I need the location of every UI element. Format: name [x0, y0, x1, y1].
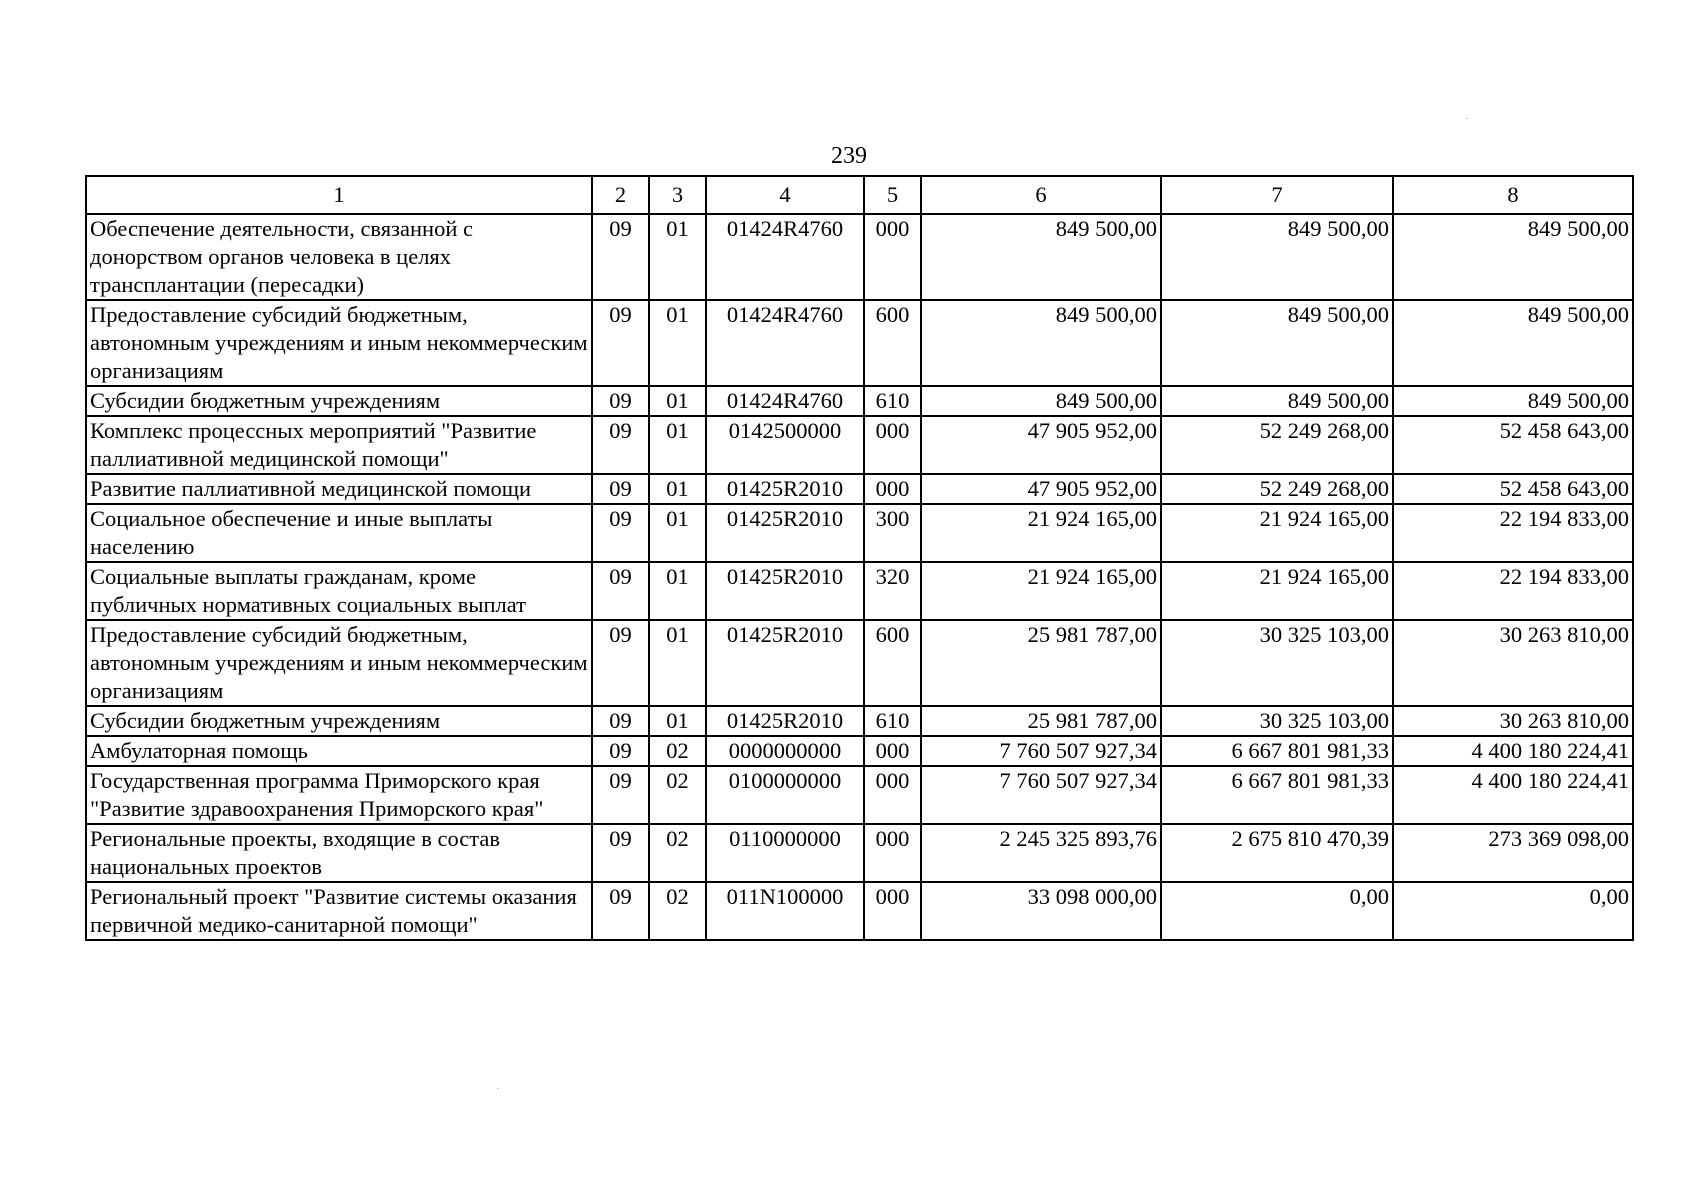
- amount-col-6: 47 905 952,00: [921, 416, 1161, 474]
- col-header-1: 1: [86, 176, 592, 214]
- amount-col-6: 21 924 165,00: [921, 562, 1161, 620]
- section-code: 09: [592, 736, 649, 766]
- expense-type-code: 600: [864, 300, 921, 386]
- amount-col-7: 0,00: [1161, 882, 1393, 940]
- amount-col-8: 52 458 643,00: [1393, 416, 1633, 474]
- section-code: 09: [592, 214, 649, 300]
- row-name: Региональные проекты, входящие в состав национальных проектов: [86, 824, 592, 882]
- subsection-code: 02: [649, 736, 706, 766]
- subsection-code: 01: [649, 620, 706, 706]
- row-name: Социальные выплаты гражданам, кроме публичных нормативных социальных выплат: [86, 562, 592, 620]
- amount-col-7: 30 325 103,00: [1161, 620, 1393, 706]
- expense-type-code: 610: [864, 386, 921, 416]
- target-article-code: 0110000000: [706, 824, 864, 882]
- header-row: [86, 176, 1633, 214]
- amount-col-7: 52 249 268,00: [1161, 474, 1393, 504]
- subsection-code: 01: [649, 214, 706, 300]
- table-row: [86, 882, 1633, 940]
- row-name: Социальное обеспечение и иные выплаты населению: [86, 504, 592, 562]
- target-article-code: 01425R2010: [706, 620, 864, 706]
- amount-col-7: 849 500,00: [1161, 386, 1393, 416]
- scan-speck: [1466, 118, 1468, 119]
- amount-col-7: 21 924 165,00: [1161, 504, 1393, 562]
- amount-col-6: 47 905 952,00: [921, 474, 1161, 504]
- subsection-code: 01: [649, 562, 706, 620]
- row-name: Государственная программа Приморского края "Развитие здравоохранения Приморского края": [86, 766, 592, 824]
- amount-col-8: 22 194 833,00: [1393, 562, 1633, 620]
- section-code: 09: [592, 766, 649, 824]
- col-header-3: 3: [649, 176, 706, 214]
- target-article-code: 01425R2010: [706, 504, 864, 562]
- scan-speck: [497, 1088, 499, 1089]
- expense-type-code: 000: [864, 474, 921, 504]
- amount-col-6: 21 924 165,00: [921, 504, 1161, 562]
- expense-type-code: 600: [864, 620, 921, 706]
- target-article-code: 01424R4760: [706, 386, 864, 416]
- amount-col-8: 849 500,00: [1393, 386, 1633, 416]
- amount-col-8: 52 458 643,00: [1393, 474, 1633, 504]
- table-row: [86, 706, 1633, 736]
- table-row: [86, 386, 1633, 416]
- expense-type-code: 000: [864, 416, 921, 474]
- amount-col-6: 849 500,00: [921, 386, 1161, 416]
- subsection-code: 02: [649, 824, 706, 882]
- budget-table: [85, 175, 1634, 941]
- section-code: 09: [592, 562, 649, 620]
- row-name: Предоставление субсидий бюджетным, автономным учреждениям и иным некоммерческим организациям: [86, 620, 592, 706]
- amount-col-8: 273 369 098,00: [1393, 824, 1633, 882]
- amount-col-8: 849 500,00: [1393, 214, 1633, 300]
- col-header-7: 7: [1161, 176, 1393, 214]
- amount-col-8: 0,00: [1393, 882, 1633, 940]
- table-row: [86, 300, 1633, 386]
- amount-col-6: 849 500,00: [921, 300, 1161, 386]
- expense-type-code: 000: [864, 882, 921, 940]
- amount-col-8: 22 194 833,00: [1393, 504, 1633, 562]
- target-article-code: 0142500000: [706, 416, 864, 474]
- expense-type-code: 000: [864, 214, 921, 300]
- row-name: Субсидии бюджетным учреждениям: [86, 386, 592, 416]
- col-header-8: 8: [1393, 176, 1633, 214]
- target-article-code: 0100000000: [706, 766, 864, 824]
- target-article-code: 01424R4760: [706, 214, 864, 300]
- amount-col-6: 7 760 507 927,34: [921, 736, 1161, 766]
- section-code: 09: [592, 504, 649, 562]
- table-row: [86, 766, 1633, 824]
- amount-col-6: 25 981 787,00: [921, 706, 1161, 736]
- target-article-code: 011N100000: [706, 882, 864, 940]
- amount-col-8: 30 263 810,00: [1393, 620, 1633, 706]
- target-article-code: 0000000000: [706, 736, 864, 766]
- amount-col-8: 4 400 180 224,41: [1393, 736, 1633, 766]
- subsection-code: 01: [649, 386, 706, 416]
- amount-col-8: 849 500,00: [1393, 300, 1633, 386]
- expense-type-code: 000: [864, 766, 921, 824]
- row-name: Развитие паллиативной медицинской помощи: [86, 474, 592, 504]
- amount-col-7: 30 325 103,00: [1161, 706, 1393, 736]
- row-name: Региональный проект "Развитие системы оказания первичной медико-санитарной помощи": [86, 882, 592, 940]
- expense-type-code: 300: [864, 504, 921, 562]
- table-row: [86, 504, 1633, 562]
- expense-type-code: 610: [864, 706, 921, 736]
- amount-col-8: 30 263 810,00: [1393, 706, 1633, 736]
- section-code: 09: [592, 706, 649, 736]
- row-name: Предоставление субсидий бюджетным, автономным учреждениям и иным некоммерческим организациям: [86, 300, 592, 386]
- section-code: 09: [592, 824, 649, 882]
- subsection-code: 01: [649, 300, 706, 386]
- amount-col-6: 33 098 000,00: [921, 882, 1161, 940]
- amount-col-7: 849 500,00: [1161, 214, 1393, 300]
- col-header-5: 5: [864, 176, 921, 214]
- expense-type-code: 320: [864, 562, 921, 620]
- table-row: [86, 214, 1633, 300]
- subsection-code: 02: [649, 882, 706, 940]
- table-row: [86, 416, 1633, 474]
- subsection-code: 01: [649, 504, 706, 562]
- section-code: 09: [592, 300, 649, 386]
- target-article-code: 01425R2010: [706, 706, 864, 736]
- section-code: 09: [592, 882, 649, 940]
- amount-col-7: 52 249 268,00: [1161, 416, 1393, 474]
- page-number: 239: [831, 143, 867, 169]
- section-code: 09: [592, 620, 649, 706]
- subsection-code: 02: [649, 766, 706, 824]
- table-body: [86, 214, 1633, 940]
- table-row: [86, 562, 1633, 620]
- amount-col-7: 849 500,00: [1161, 300, 1393, 386]
- section-code: 09: [592, 474, 649, 504]
- amount-col-6: 2 245 325 893,76: [921, 824, 1161, 882]
- amount-col-7: 6 667 801 981,33: [1161, 766, 1393, 824]
- col-header-6: 6: [921, 176, 1161, 214]
- table-row: [86, 474, 1633, 504]
- col-header-4: 4: [706, 176, 864, 214]
- expense-type-code: 000: [864, 736, 921, 766]
- target-article-code: 01424R4760: [706, 300, 864, 386]
- amount-col-7: 21 924 165,00: [1161, 562, 1393, 620]
- amount-col-6: 7 760 507 927,34: [921, 766, 1161, 824]
- table-row: [86, 736, 1633, 766]
- amount-col-8: 4 400 180 224,41: [1393, 766, 1633, 824]
- col-header-2: 2: [592, 176, 649, 214]
- row-name: Субсидии бюджетным учреждениям: [86, 706, 592, 736]
- subsection-code: 01: [649, 416, 706, 474]
- subsection-code: 01: [649, 706, 706, 736]
- row-name: Комплекс процессных мероприятий "Развитие паллиативной медицинской помощи": [86, 416, 592, 474]
- amount-col-6: 25 981 787,00: [921, 620, 1161, 706]
- amount-col-6: 849 500,00: [921, 214, 1161, 300]
- subsection-code: 01: [649, 474, 706, 504]
- row-name: Обеспечение деятельности, связанной с донорством органов человека в целях трансплантации (пересадки): [86, 214, 592, 300]
- table-row: [86, 620, 1633, 706]
- amount-col-7: 2 675 810 470,39: [1161, 824, 1393, 882]
- section-code: 09: [592, 416, 649, 474]
- table-row: [86, 824, 1633, 882]
- amount-col-7: 6 667 801 981,33: [1161, 736, 1393, 766]
- target-article-code: 01425R2010: [706, 562, 864, 620]
- expense-type-code: 000: [864, 824, 921, 882]
- section-code: 09: [592, 386, 649, 416]
- row-name: Амбулаторная помощь: [86, 736, 592, 766]
- target-article-code: 01425R2010: [706, 474, 864, 504]
